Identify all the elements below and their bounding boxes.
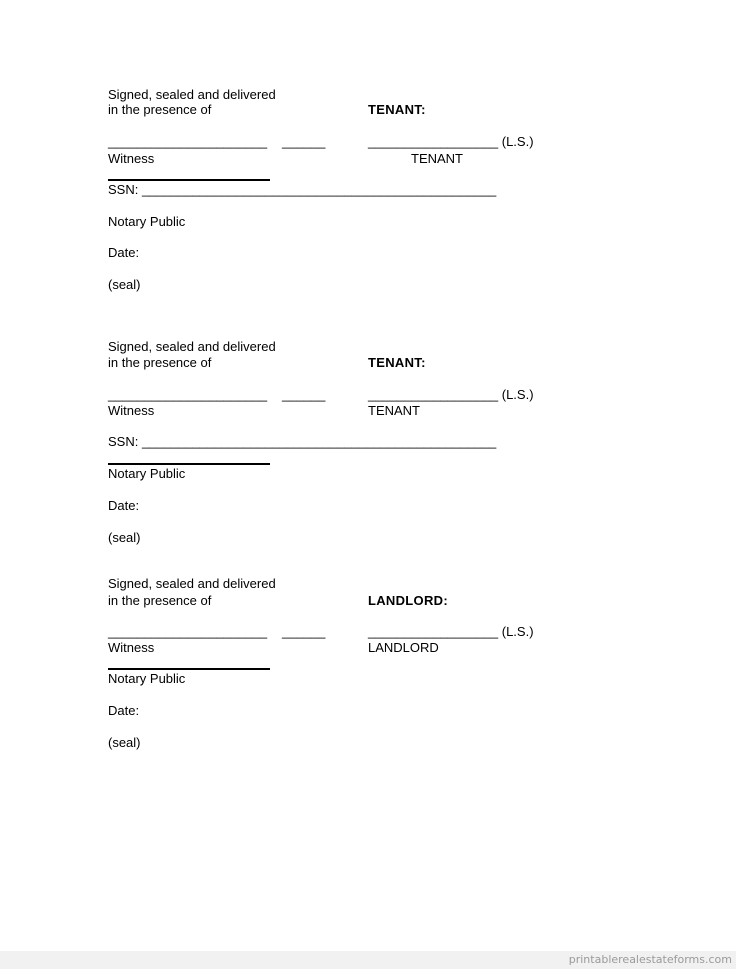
seal-label: (seal) bbox=[108, 530, 141, 545]
tenant-header: TENANT: bbox=[368, 102, 426, 117]
landlord-signature-line[interactable]: __________________ (L.S.) bbox=[368, 624, 534, 639]
witness-date-line[interactable]: ______ bbox=[282, 134, 326, 149]
witness-date-line[interactable]: ______ bbox=[282, 387, 326, 402]
witness-signature-line[interactable]: ______________________ bbox=[108, 387, 268, 402]
witness-label: Witness bbox=[108, 403, 155, 418]
witness-label: Witness bbox=[108, 151, 155, 166]
tenant-signature-line[interactable]: __________________ (L.S.) bbox=[368, 387, 534, 402]
notary-public-label: Notary Public bbox=[108, 466, 186, 481]
landlord-label: LANDLORD bbox=[368, 640, 439, 655]
notary-public-label: Notary Public bbox=[108, 671, 186, 686]
date-label: Date: bbox=[108, 703, 140, 718]
witness-signature-line[interactable]: ______________________ bbox=[108, 134, 268, 149]
notary-signature-rule[interactable] bbox=[108, 463, 270, 465]
tenant-label: TENANT bbox=[368, 403, 420, 418]
notary-public-label: Notary Public bbox=[108, 214, 186, 229]
ssn-line[interactable]: SSN: _________________________________________________ bbox=[108, 182, 497, 197]
signed-sealed-text: Signed, sealed and delivered bbox=[108, 576, 276, 591]
notary-signature-rule[interactable] bbox=[108, 179, 270, 181]
ssn-line[interactable]: SSN: _________________________________________________ bbox=[108, 434, 497, 449]
witness-label: Witness bbox=[108, 640, 155, 655]
witness-signature-line[interactable]: ______________________ bbox=[108, 624, 268, 639]
presence-text: in the presence of bbox=[108, 102, 212, 117]
footer-bar bbox=[0, 951, 736, 969]
seal-label: (seal) bbox=[108, 735, 141, 750]
seal-label: (seal) bbox=[108, 277, 141, 292]
tenant-signature-line[interactable]: __________________ (L.S.) bbox=[368, 134, 534, 149]
date-label: Date: bbox=[108, 498, 140, 513]
notary-signature-rule[interactable] bbox=[108, 668, 270, 670]
witness-date-line[interactable]: ______ bbox=[282, 624, 326, 639]
presence-text: in the presence of bbox=[108, 355, 212, 370]
watermark-text: printablerealestateforms.com bbox=[568, 953, 732, 966]
signed-sealed-text: Signed, sealed and delivered bbox=[108, 87, 276, 102]
presence-text: in the presence of bbox=[108, 593, 212, 608]
date-label: Date: bbox=[108, 245, 140, 260]
landlord-header: LANDLORD: bbox=[368, 593, 448, 608]
tenant-header: TENANT: bbox=[368, 355, 426, 370]
tenant-label: TENANT bbox=[411, 151, 463, 166]
signed-sealed-text: Signed, sealed and delivered bbox=[108, 339, 276, 354]
